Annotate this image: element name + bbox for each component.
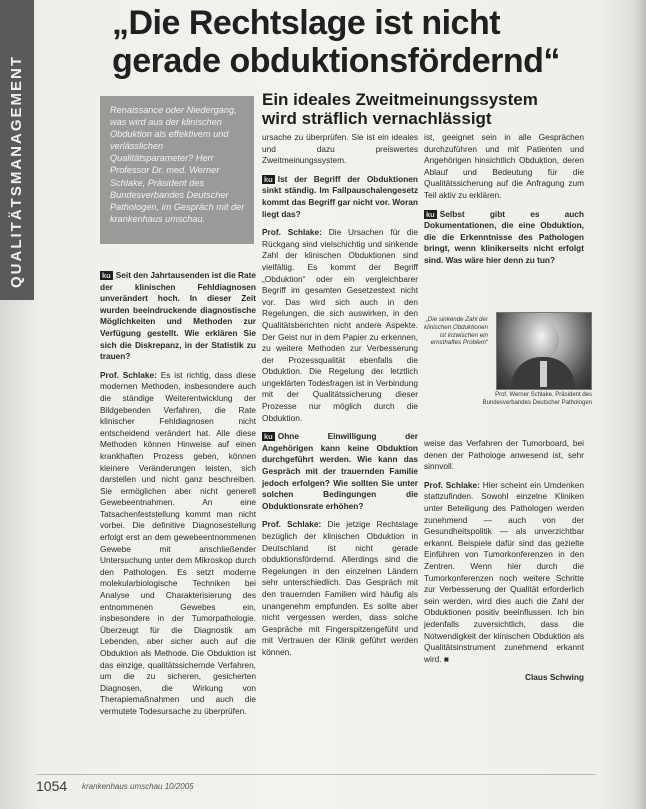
headline-line-1: „Die Rechtslage ist nicht (112, 4, 501, 42)
answer-paragraph (100, 370, 256, 718)
section-band (0, 0, 34, 300)
photo-caption: Prof. Werner Schlake, Präsident des Bundesverbandes Deutscher Pathologen (482, 392, 592, 406)
speaker-name: Prof. Schlake: (424, 479, 480, 490)
subheadline-line-2: wird sträflich vernachlässigt (262, 109, 492, 128)
pull-quote: „Die sinkende Zahl der klinischen Obduktionen ist inzwischen ein ernsthaftes Problem“ (424, 316, 488, 347)
page-spine-shadow (634, 0, 646, 809)
question-text: Ohne Einwilligung der Angehörigen kann keine Obduktion durchgeführt werden. Wie kann das Gespräch mit der trauernden Familie jedoch erfolgen? Wie sollten Sie unter solchen Bedingungen die Obduktionsrate erhöhen? (262, 431, 418, 511)
continued-paragraph: ist, geeignet sein in alle Gesprächen durchzuführen und mit Patienten und Angehörigen hinsichtlich Obduktion, deren Ablauf und Bedeutung für die Qualitätssicherung auf die Anfragung zum Teil aktiv zu erklären. (424, 132, 584, 200)
answer-text: Es ist richtig, dass diese modernen Methoden, insbesondere auch die ständige Weiterentwicklung der Bildgebenden Verfahren, die Rate klinischer Fehldiagnosen nicht entscheidend verändert hat. Alle diese Methoden können Hinweise auf einen krankhaften Prozess geben, können kleinere Veränderungen leisten, sich darstellen und nicht ganz beschreiben. Sie ermöglichen aber nicht generell Gewebeentnahmen. An eine Tatsachenfeststellung kommt man nicht vorbei. Die definitive Diagnosestellung erfolgt erst an dem gewebeentnommenen Gewebe mit anschließender Untersuchung unter dem Mikroskop durch den Pathologen. Es setzt moderne molekularbiologische Techniken bei Analyse und Charakterisierung des entnommenen Gewebes ein, insbesondere in der Tumorpathologie. Überzeugt für die Diagnostik am Lebenden, aber sicher auch auf die Obduktion als Methode. Die Obduktion ist das einzige, qualitätssichernde Verfahren, um die zu sicheren, gesicherten Diagnosen, die Wirkung von Therapiemaßnahmen und auch die vermutete Todesursache zu überprüfen. (100, 369, 256, 716)
question-paragraph (100, 270, 256, 363)
question-tag: ku (264, 174, 273, 184)
answer-text: Die Ursachen für die Rückgang sind vielschichtig und sinkende Zahl der klinischen Obduktionen sind vielfältig. Es kommt der Begriff „Obduktion“ oder ein vergleichbarer Begriff im gesamten Gesetzestext nicht vor. Das wird sich auch in den Regelungen, die sich auswirken, in den Qualitätsberichten nicht andere Aspekte. Der Geist nur in dem Papier zu erkennen, zu weitere Methoden zur Verbesserung der Prozessqualität ebenfalls die Obduktion. Die Regelung der letztlich ungeklärten Todesfragen ist in Verbindung mit der Qualitätssicherung dieser Prozesse nur möglich durch die Obduktion. (262, 227, 418, 423)
answer-text: Hier scheint ein Umdenken stattzufinden. Sowohl einzelne Kliniken unter Beteiligung des Pathologen werden zunehmend — auch von der Gesundheitspolitik — als unverzichtbar erkannt. Beispiele dafür sind das gezielte Einführen von Tumorkonferenzen in den Zentren. Wenn hier durch die Tumorkonferenzen noch weitere Schritte zur Verbesserung der Qualität erforderlich sein werden, wird dies auch die Zahl der Obduktionen positiv beeinflussen. Ich bin jedenfalls zuversichtlich, dass die Notwendigkeit der klinischen Obduktion als Qualitätsinstrument zunehmend erkannt wird. (424, 479, 584, 664)
question-tag: ku (102, 271, 111, 280)
portrait-head (527, 321, 559, 359)
question-text: Selbst gibt es auch Dokumentationen, die eine Obduktion, die die Erkenntnisse des Pathologen bringt, wenn klinikerseits nicht erfolgt sind. Was wäre hier denn zu tun? (424, 208, 584, 265)
subheadline-line-1: Ein ideales Zweitmeinungssystem (262, 90, 538, 109)
portrait-block (424, 312, 592, 412)
author-name: Claus Schwing (524, 672, 584, 683)
question-tag: ku (264, 432, 273, 442)
lead-box (100, 96, 254, 244)
text-column-2 (262, 132, 418, 666)
portrait-photo (496, 312, 592, 390)
footer-rule (36, 774, 596, 775)
publication-name: krankenhaus umschau 10/2005 (82, 782, 194, 791)
question-text: Ist der Begriff der Obduktionen sinkt ständig. Im Fallpauschalengesetz kommt das Begriff gar nicht vor. Woran liegt das? (262, 173, 418, 219)
lead-text: Renaissance oder Niedergang, was wird aus der klinischen Obduktion als effektivem und verlässlichen Qualitätsparameter? Herr Professor Dr. med. Werner Schlake, Präsident des Bundesverbandes Deutscher Pathologen, im Gespräch mit der krankenhaus umschau. (110, 105, 245, 224)
continued-paragraph: ursache zu überprüfen. Sie ist ein ideales und dazu preiswertes Zweitmeinungssystem. (262, 132, 418, 166)
answer-paragraph: Prof. Schlake: Hier scheint ein Umdenken stattzufinden. Sowohl einzelne Kliniken unter Beteiligung des Pathologen werden zunehmend — auch von der Gesundheitspolitik — als unverzichtbar erkannt. Beispiele dafür sind das gezielte Einführen von Tumorkonferenzen in den Zentren. Wenn hier durch die Tumorkonferenzen noch weitere Schritte zur Verbesserung der Qualität erforderlich sein werden, wird dies auch die Zahl der Obduktionen positiv beeinflussen. Ich bin jedenfalls zuversichtlich, dass die Notwendigkeit der klinischen Obduktion als Qualitätsinstrument zunehmend erkannt wird. ■ (424, 479, 584, 664)
speaker-name: Prof. Schlake: (262, 519, 322, 530)
answer-paragraph (262, 519, 418, 658)
text-column-1 (100, 270, 256, 725)
portrait-shirt (540, 361, 547, 387)
question-paragraph (262, 431, 418, 512)
section-label: QUALITÄTSMANAGEMENT (8, 55, 25, 288)
speaker-name: Prof. Schlake: (100, 369, 157, 380)
question-tag: ku (426, 209, 435, 219)
question-text: Seit den Jahrtausenden ist die Rate der klinischen Fehldiagnosen unverändert hoch. In dieser Zeit wurden beeindruckende diagnostische Möglichkeiten und Methoden zur Verfügung gestellt. Wie erklären Sie sich die Diskrepanz, in der Statistik zu trauen? (100, 270, 256, 362)
text-column-3-continued (424, 438, 584, 684)
question-paragraph (262, 174, 418, 220)
page-number: 1054 (36, 778, 68, 794)
article-subheadline (262, 90, 612, 128)
headline-line-2: gerade obduktionsfördernd“ (112, 42, 560, 80)
article-headline (112, 4, 622, 80)
speaker-name: Prof. Schlake: (262, 227, 322, 238)
answer-text: Die jetzige Rechtslage bezüglich der klinischen Obduktion in Deutschland ist nicht gerade obduktionsfördernd. Allerdings sind die Regelungen in den einzelnen Ländern sehr unterschiedlich. Das Gespräch mit den trauernden Familien wird häufig als unangenehm empfunden. Es sollte aber nicht vergessen werden, dass solche Gespräche mit Fingerspitzengefühl und mit Vertrauen der Klinik geführt werden können. (262, 519, 418, 657)
question-paragraph (424, 209, 584, 267)
continued-paragraph: weise das Verfahren der Tumorboard, bei denen der Pathologe anwesend ist, sehr sinnvoll. (424, 438, 584, 472)
text-column-3 (424, 132, 584, 274)
answer-paragraph (262, 227, 418, 424)
